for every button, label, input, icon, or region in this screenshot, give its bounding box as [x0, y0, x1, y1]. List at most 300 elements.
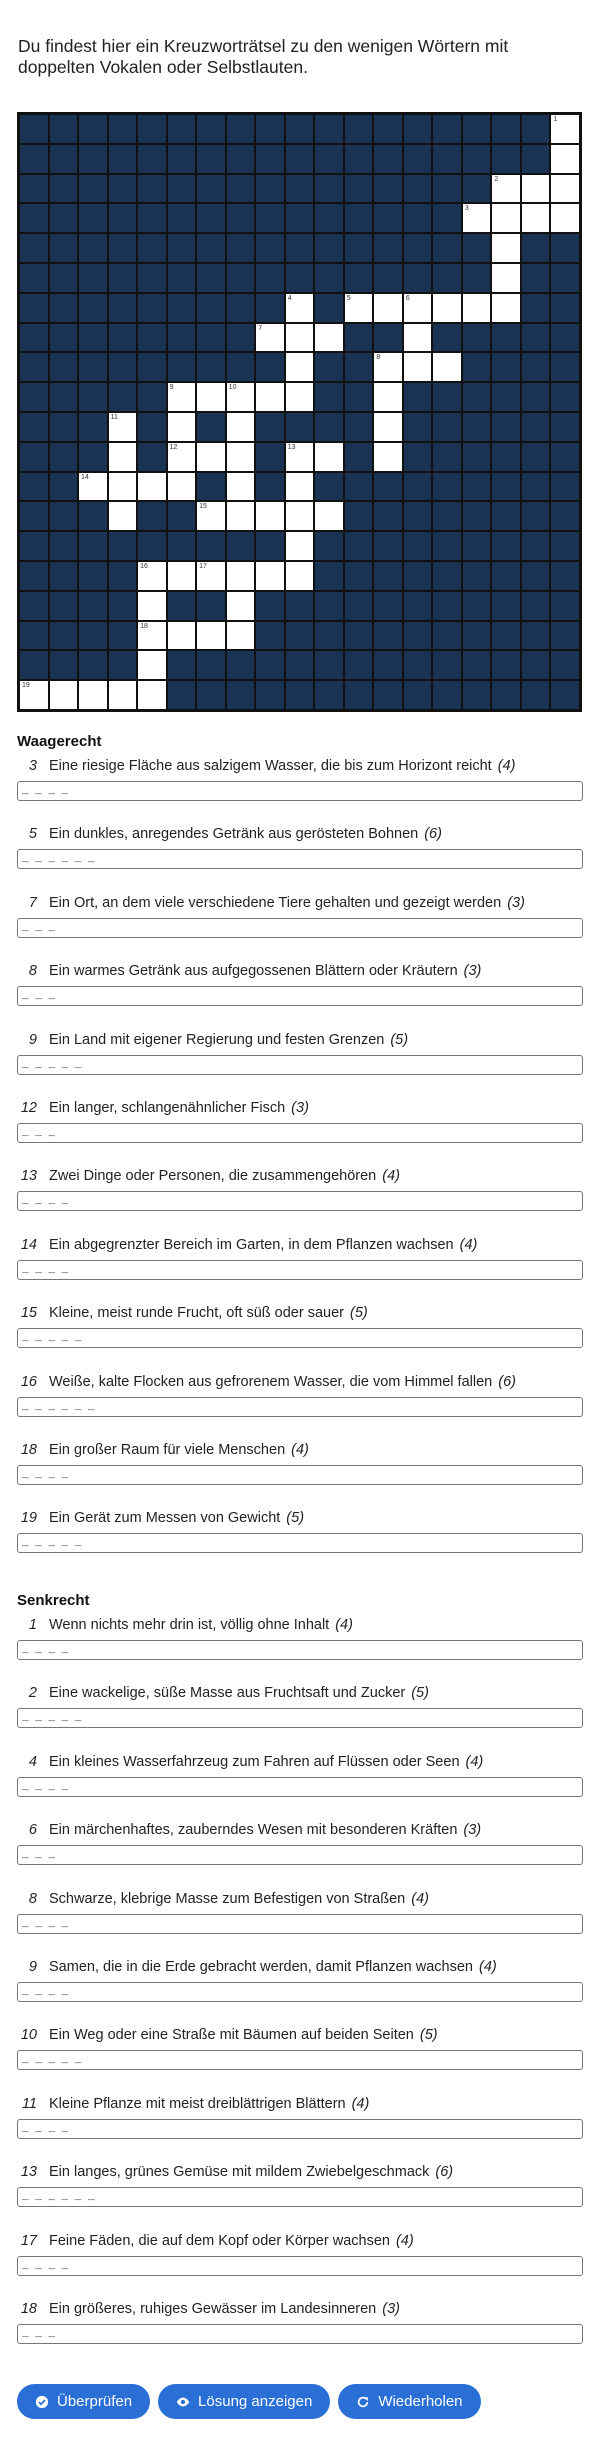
answer-input[interactable] [17, 1397, 583, 1417]
grid-block [344, 144, 374, 174]
grid-block [521, 472, 551, 502]
clue-text-line [49, 1100, 309, 1116]
grid-block [167, 591, 197, 621]
clue-text-line [49, 2096, 369, 2112]
grid-block [432, 650, 462, 680]
grid-block [49, 412, 79, 442]
grid-cell[interactable] [137, 472, 167, 502]
clue-length: (4) [395, 2232, 414, 2249]
clue-text-line [49, 1754, 483, 1770]
grid-block [403, 531, 433, 561]
clue-length: (4) [459, 1236, 478, 1253]
grid-cell[interactable] [550, 174, 580, 204]
grid-block [78, 382, 108, 412]
answer-input[interactable] [17, 1055, 583, 1075]
grid-block [344, 352, 374, 382]
grid-cell[interactable] [108, 442, 138, 472]
grid-cell[interactable] [226, 382, 256, 412]
clue-number: 6 [28, 1822, 37, 1839]
grid-block [196, 293, 226, 323]
show-solution-button-label: Lösung anzeigen [198, 2393, 313, 2410]
grid-block [167, 203, 197, 233]
grid-block [462, 174, 492, 204]
clue-text: Kleine Pflanze mit meist dreiblättrigen Blättern [49, 2095, 346, 2112]
grid-block [491, 352, 521, 382]
clue-text: Ein langer, schlangenähnlicher Fisch [49, 1099, 286, 1116]
cell-number: 9 [169, 384, 174, 392]
grid-cell[interactable] [226, 591, 256, 621]
grid-block [255, 352, 285, 382]
grid-cell[interactable] [373, 382, 403, 412]
cell-number: 14 [81, 473, 89, 481]
answer-input[interactable] [17, 2187, 583, 2207]
grid-block [108, 621, 138, 651]
show-solution-button[interactable] [158, 2384, 330, 2419]
grid-block [403, 203, 433, 233]
grid-block [491, 472, 521, 502]
grid-cell[interactable] [403, 352, 433, 382]
clue-text: Eine riesige Fläche aus salzigem Wasser, die bis zum Horizont reicht [49, 758, 492, 774]
grid-block [314, 650, 344, 680]
cell-number: 2 [494, 175, 499, 183]
grid-cell[interactable] [108, 501, 138, 531]
grid-block [403, 472, 433, 502]
check-button-label: Überprüfen [57, 2393, 133, 2410]
grid-block [49, 174, 79, 204]
answer-input[interactable] [17, 1191, 583, 1211]
grid-block [462, 323, 492, 353]
clue-number: 16 [20, 1373, 37, 1390]
grid-block [432, 174, 462, 204]
clue-number: 17 [20, 2232, 37, 2249]
clue-number: 18 [20, 1441, 37, 1458]
grid-block [137, 263, 167, 293]
grid-block [314, 561, 344, 591]
grid-cell[interactable] [373, 442, 403, 472]
clue-text: Samen, die in die Erde gebracht werden, damit Pflanzen wachsen [49, 1958, 473, 1975]
across-clue [17, 1374, 583, 1442]
clue-text: Zwei Dinge oder Personen, die zusammengehören [49, 1168, 377, 1185]
grid-cell[interactable] [432, 352, 462, 382]
grid-block [314, 352, 344, 382]
grid-block [373, 144, 403, 174]
down-clue [17, 1617, 583, 1685]
grid-cell[interactable] [344, 293, 374, 323]
grid-block [78, 561, 108, 591]
clue-length: (5) [419, 2027, 438, 2044]
grid-cell[interactable] [137, 680, 167, 710]
grid-block [226, 531, 256, 561]
grid-cell[interactable] [226, 412, 256, 442]
grid-cell[interactable] [226, 501, 256, 531]
grid-block [255, 174, 285, 204]
clue-length: (4) [351, 2095, 370, 2112]
redo-icon [356, 2395, 370, 2409]
grid-block [432, 561, 462, 591]
clue-length: (4) [382, 1168, 400, 1185]
grid-block [137, 203, 167, 233]
grid-block [19, 442, 49, 472]
grid-block [373, 203, 403, 233]
grid-cell[interactable] [226, 621, 256, 651]
grid-block [344, 233, 374, 263]
grid-cell[interactable] [196, 442, 226, 472]
answer-input[interactable] [17, 1533, 583, 1553]
grid-block [78, 323, 108, 353]
grid-block [19, 174, 49, 204]
across-clues-section [17, 733, 583, 1579]
grid-cell[interactable] [285, 501, 315, 531]
grid-block [491, 412, 521, 442]
grid-cell[interactable] [550, 203, 580, 233]
cell-number: 12 [169, 443, 178, 451]
grid-block [108, 263, 138, 293]
eye-icon [176, 2395, 190, 2409]
answer-input[interactable] [17, 1914, 583, 1934]
grid-cell[interactable] [285, 442, 315, 472]
clue-length: (3) [463, 1822, 482, 1839]
grid-block [196, 472, 226, 502]
grid-block [521, 561, 551, 591]
clue-text-line [49, 1822, 481, 1838]
grid-block [137, 144, 167, 174]
grid-block [521, 501, 551, 531]
clue-length: (4) [478, 1958, 497, 1975]
grid-cell[interactable] [403, 293, 433, 323]
grid-cell[interactable] [285, 531, 315, 561]
check-button[interactable] [17, 2384, 150, 2419]
grid-block [167, 233, 197, 263]
grid-block [491, 382, 521, 412]
grid-block [314, 263, 344, 293]
grid-block [19, 233, 49, 263]
grid-block [19, 263, 49, 293]
grid-block [108, 531, 138, 561]
grid-block [521, 680, 551, 710]
grid-cell[interactable] [550, 144, 580, 174]
grid-cell[interactable] [226, 561, 256, 591]
answer-input[interactable] [17, 2050, 583, 2070]
grid-block [49, 203, 79, 233]
grid-cell[interactable] [196, 621, 226, 651]
grid-cell[interactable] [137, 650, 167, 680]
grid-block [108, 174, 138, 204]
answer-input[interactable] [17, 849, 583, 869]
grid-block [521, 233, 551, 263]
grid-cell[interactable] [521, 203, 551, 233]
down-clue [17, 2301, 583, 2369]
down-clue [17, 1685, 583, 1753]
grid-block [226, 174, 256, 204]
grid-block [285, 114, 315, 144]
grid-block [49, 591, 79, 621]
grid-cell[interactable] [196, 382, 226, 412]
grid-block [344, 591, 374, 621]
grid-cell[interactable] [285, 323, 315, 353]
grid-block [196, 323, 226, 353]
grid-block [255, 263, 285, 293]
down-heading: Senkrecht [17, 1592, 90, 1609]
grid-block [491, 442, 521, 472]
grid-block [462, 531, 492, 561]
grid-block [108, 650, 138, 680]
grid-cell[interactable] [491, 233, 521, 263]
grid-cell[interactable] [373, 352, 403, 382]
grid-cell[interactable] [196, 561, 226, 591]
grid-cell[interactable] [108, 680, 138, 710]
grid-cell[interactable] [255, 382, 285, 412]
answer-input[interactable] [17, 1708, 583, 1728]
grid-block [344, 472, 374, 502]
grid-block [344, 412, 374, 442]
grid-block [462, 233, 492, 263]
clue-number: 11 [21, 2095, 37, 2112]
grid-block [19, 323, 49, 353]
grid-cell[interactable] [167, 382, 197, 412]
grid-block [432, 621, 462, 651]
across-clue [17, 758, 583, 826]
grid-cell[interactable] [19, 680, 49, 710]
grid-block [314, 144, 344, 174]
clue-text-line [49, 1617, 353, 1633]
clue-number: 7 [28, 894, 37, 911]
grid-cell[interactable] [78, 472, 108, 502]
clue-text-line [49, 2233, 414, 2249]
grid-cell[interactable] [285, 382, 315, 412]
grid-block [137, 442, 167, 472]
answer-input[interactable] [17, 918, 583, 938]
grid-cell[interactable] [167, 412, 197, 442]
grid-cell[interactable] [137, 561, 167, 591]
grid-block [373, 472, 403, 502]
grid-block [432, 591, 462, 621]
cell-number: 10 [228, 384, 237, 392]
grid-cell[interactable] [403, 323, 433, 353]
grid-block [344, 680, 374, 710]
grid-block [49, 114, 79, 144]
grid-block [285, 203, 315, 233]
grid-block [550, 591, 580, 621]
grid-cell[interactable] [285, 293, 315, 323]
grid-cell[interactable] [108, 472, 138, 502]
across-clue [17, 963, 583, 1031]
answer-input[interactable] [17, 1123, 583, 1143]
grid-block [462, 412, 492, 442]
grid-cell[interactable] [491, 293, 521, 323]
reset-button[interactable] [338, 2384, 480, 2419]
grid-block [403, 680, 433, 710]
answer-input[interactable] [17, 986, 583, 1006]
answer-input[interactable] [17, 1260, 583, 1280]
grid-cell[interactable] [255, 561, 285, 591]
grid-block [196, 233, 226, 263]
answer-input[interactable] [17, 2256, 583, 2276]
grid-cell[interactable] [167, 472, 197, 502]
grid-cell[interactable] [226, 472, 256, 502]
grid-block [462, 650, 492, 680]
grid-cell[interactable] [373, 412, 403, 442]
grid-block [550, 233, 580, 263]
grid-cell[interactable] [167, 442, 197, 472]
grid-block [521, 352, 551, 382]
grid-cell[interactable] [49, 680, 79, 710]
grid-block [49, 561, 79, 591]
grid-block [137, 382, 167, 412]
grid-block [373, 501, 403, 531]
grid-cell[interactable] [285, 352, 315, 382]
grid-block [167, 352, 197, 382]
answer-input[interactable] [17, 1640, 583, 1660]
answer-input[interactable] [17, 1465, 583, 1485]
grid-cell[interactable] [78, 680, 108, 710]
grid-cell[interactable] [491, 263, 521, 293]
grid-block [491, 144, 521, 174]
grid-block [255, 591, 285, 621]
grid-block [462, 591, 492, 621]
clue-text: Wenn nichts mehr drin ist, völlig ohne Inhalt [49, 1617, 330, 1633]
down-clue [17, 1891, 583, 1959]
grid-cell[interactable] [285, 472, 315, 502]
grid-cell[interactable] [137, 591, 167, 621]
grid-cell[interactable] [550, 114, 580, 144]
grid-block [344, 561, 374, 591]
grid-block [314, 174, 344, 204]
grid-block [78, 442, 108, 472]
grid-block [167, 114, 197, 144]
down-clue [17, 1754, 583, 1822]
grid-cell[interactable] [314, 442, 344, 472]
cell-number: 15 [199, 503, 207, 511]
grid-block [521, 114, 551, 144]
answer-input[interactable] [17, 781, 583, 801]
grid-cell[interactable] [137, 621, 167, 651]
grid-block [285, 650, 315, 680]
clue-number: 2 [28, 1685, 37, 1702]
grid-cell[interactable] [226, 442, 256, 472]
grid-block [432, 203, 462, 233]
grid-cell[interactable] [491, 174, 521, 204]
grid-block [403, 144, 433, 174]
grid-block [167, 174, 197, 204]
clue-number: 5 [28, 826, 37, 843]
answer-input[interactable] [17, 1777, 583, 1797]
grid-block [491, 680, 521, 710]
grid-block [432, 472, 462, 502]
across-clue [17, 1100, 583, 1168]
clue-text: Ein Ort, an dem viele verschiedene Tiere gehalten und gezeigt werden [49, 894, 502, 911]
check-circle-icon [35, 2395, 49, 2409]
grid-block [521, 144, 551, 174]
clue-text-line [49, 895, 525, 911]
clue-text-line [49, 1442, 309, 1458]
grid-block [521, 650, 551, 680]
grid-block [373, 650, 403, 680]
answer-input[interactable] [17, 1845, 583, 1865]
grid-block [78, 621, 108, 651]
answer-input[interactable] [17, 2324, 583, 2344]
grid-block [49, 233, 79, 263]
grid-block [344, 174, 374, 204]
grid-cell[interactable] [432, 293, 462, 323]
grid-cell[interactable] [314, 501, 344, 531]
across-clue [17, 1168, 583, 1236]
grid-block [344, 531, 374, 561]
clue-length: (4) [335, 1617, 353, 1633]
cell-number: 4 [287, 294, 292, 302]
grid-block [167, 323, 197, 353]
grid-block [19, 382, 49, 412]
clue-text: Ein märchenhaftes, zauberndes Wesen mit besonderen Kräften [49, 1822, 458, 1839]
clue-text-line [49, 758, 515, 774]
grid-cell[interactable] [373, 293, 403, 323]
grid-block [49, 501, 79, 531]
grid-block [344, 501, 374, 531]
clue-length: (3) [382, 2300, 400, 2317]
grid-block [550, 531, 580, 561]
grid-block [137, 531, 167, 561]
grid-cell[interactable] [462, 203, 492, 233]
across-clue [17, 1510, 583, 1578]
grid-block [19, 114, 49, 144]
grid-block [550, 323, 580, 353]
cell-number: 16 [140, 562, 148, 570]
grid-cell[interactable] [491, 203, 521, 233]
grid-block [491, 591, 521, 621]
answer-input[interactable] [17, 2119, 583, 2139]
grid-cell[interactable] [462, 293, 492, 323]
grid-block [403, 233, 433, 263]
grid-block [108, 233, 138, 263]
grid-block [196, 650, 226, 680]
cell-number: 19 [22, 682, 30, 690]
grid-block [521, 323, 551, 353]
grid-cell[interactable] [521, 174, 551, 204]
grid-block [550, 501, 580, 531]
grid-block [19, 203, 49, 233]
grid-cell[interactable] [255, 501, 285, 531]
cell-number: 17 [199, 562, 207, 570]
grid-block [78, 263, 108, 293]
grid-block [314, 412, 344, 442]
grid-block [196, 114, 226, 144]
grid-block [255, 114, 285, 144]
grid-block [314, 203, 344, 233]
grid-block [137, 501, 167, 531]
grid-cell[interactable] [108, 412, 138, 442]
cell-number: 3 [464, 205, 469, 213]
grid-block [226, 263, 256, 293]
grid-cell[interactable] [314, 323, 344, 353]
grid-block [19, 293, 49, 323]
grid-cell[interactable] [167, 621, 197, 651]
grid-block [19, 621, 49, 651]
answer-input[interactable] [17, 1328, 583, 1348]
grid-block [344, 442, 374, 472]
grid-block [314, 382, 344, 412]
answer-input[interactable] [17, 1982, 583, 2002]
clue-length: (5) [411, 1685, 429, 1702]
grid-cell[interactable] [255, 323, 285, 353]
grid-block [137, 412, 167, 442]
grid-cell[interactable] [196, 501, 226, 531]
across-clue [17, 1305, 583, 1373]
grid-cell[interactable] [285, 561, 315, 591]
clue-text: Ein langes, grünes Gemüse mit mildem Zwiebelgeschmack [49, 2164, 430, 2181]
grid-block [403, 442, 433, 472]
grid-block [226, 352, 256, 382]
grid-block [226, 680, 256, 710]
grid-cell[interactable] [167, 561, 197, 591]
